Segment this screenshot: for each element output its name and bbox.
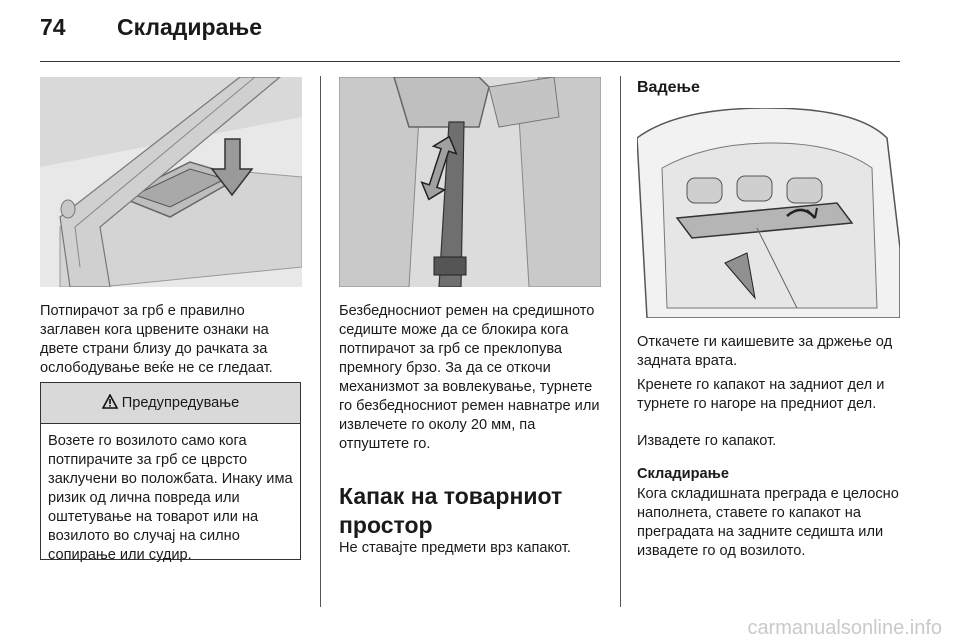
warning-box [40,382,301,563]
warning-triangle-icon [102,394,118,413]
column-divider [320,76,321,607]
subsection-title: Складирање [637,466,730,482]
paragraph: Не ставајте предмети врз капакот. [339,540,571,556]
warning-header [41,383,300,424]
page-number: 74 [40,14,66,40]
page-title: Складирање [117,14,263,40]
paragraph: Откачете ги каишевите за држење од задната врата. [637,334,893,369]
seat-belt-illustration [339,77,601,287]
cargo-cover-illustration [637,108,900,318]
paragraph: Кога складишната преграда е целосно наполнета, ставете го капакот на преградата на задните седишта или извадете го од возилото. [637,486,899,559]
header-rule [40,61,900,62]
paragraph: Потпирачот за грб е правилно заглавен кога црвените ознаки на двете страни близу до рачката за ослободување веќе не се гледаат. [40,303,273,376]
paragraph: Безбедносниот ремен на средишното седиште може да се блокира кога потпирачот за грб се преклопува премногу брзо. За да се откочи механизмот за вовлекување, турнете го безбедносниот ремен навнатре или извлечете го околу 20 мм, па отпуштете го. [339,303,600,452]
column-divider [620,76,621,607]
paragraph: Извадете го капакот. [637,433,777,449]
warning-title: Предупредување [121,395,240,411]
paragraph: Кренете го капакот на задниот дел и турнете го нагоре на предниот дел. [637,377,885,412]
section-heading: Вадење [637,79,700,96]
section-title: Капак на товарниот простор [339,483,563,538]
seat-release-illustration [40,77,302,287]
warning-text: Возете го возилото само кога потпирачите за грб се цврсто заклучени во положбата. Инаку има ризик од лична повреда или оштетување на товарот или на возилото во случај на силно сопирање или судир. [48,433,293,563]
watermark: carmanualsonline.info [747,617,942,639]
